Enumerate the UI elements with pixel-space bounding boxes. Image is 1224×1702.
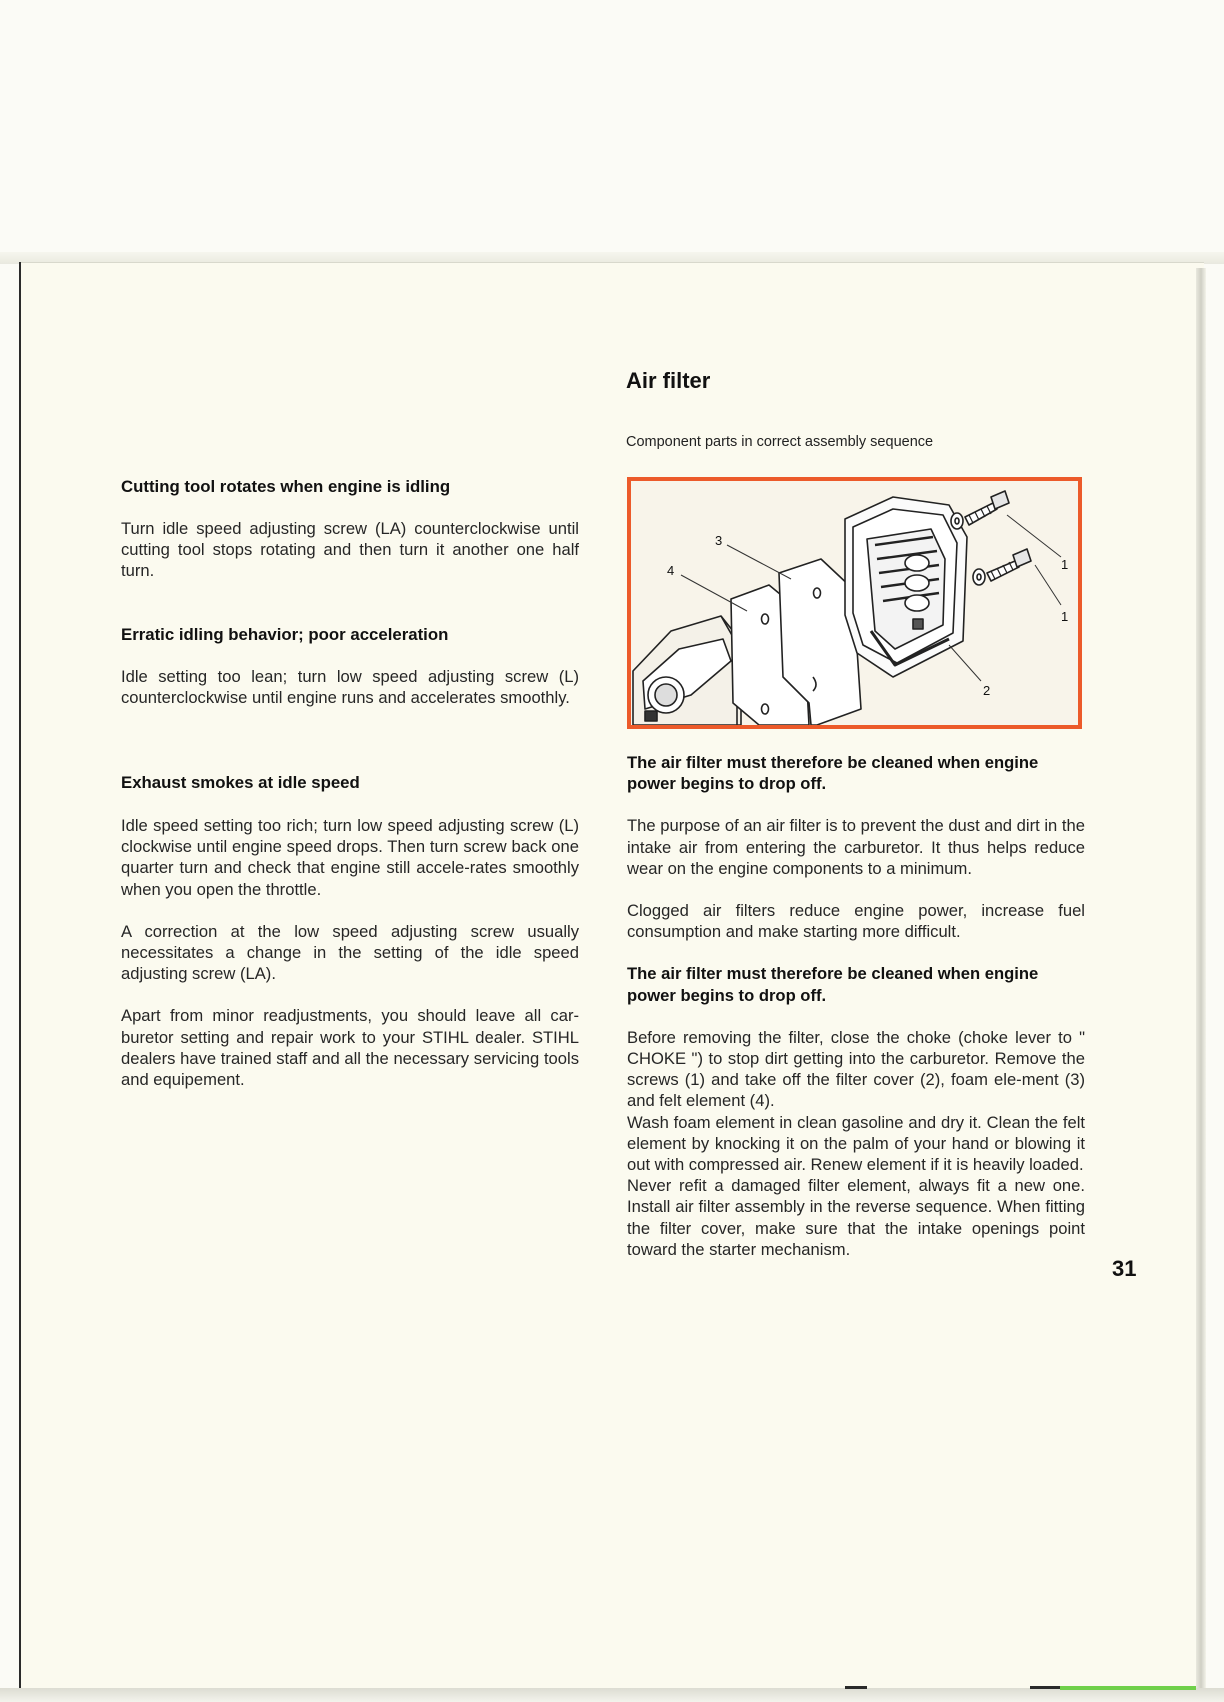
page-title: Air filter — [626, 368, 711, 393]
bold-note: The air filter must therefore be cleaned when engine power begins to drop off. — [627, 753, 1039, 794]
section-paragraph: A correction at the low speed adjusting screw usually necessitates a change in the setting of the idle speed adjusting screw (LA). — [121, 921, 579, 984]
right-text-block — [627, 752, 1085, 1260]
body-paragraph: Clogged air filters reduce engine power, increase fuel consumption and make starting more difficult. — [627, 901, 1085, 942]
section-heading: Exhaust smokes at idle speed — [121, 773, 360, 792]
edge-mark — [1030, 1686, 1060, 1689]
section-heading: Erratic idling behavior; poor acceleration — [121, 625, 449, 644]
section-exhaust-smokes — [121, 773, 579, 1090]
figure-caption: Component parts in correct assembly sequence — [626, 434, 934, 450]
body-paragraph: Before removing the filter, close the choke (choke lever to " CHOKE ") to stop dirt getting into the carburetor. Remove the screws (1) and take off the filter cover (2), foam ele-ment (3) and felt element (4). — [627, 1027, 1085, 1111]
label-felt-element: 4 — [667, 563, 675, 578]
section-erratic-idling — [121, 625, 579, 708]
label-screw: 1 — [1061, 609, 1069, 624]
section-heading: Cutting tool rotates when engine is idling — [121, 477, 451, 496]
section-paragraph: Idle speed setting too rich; turn low speed adjusting screw (L) clockwise until engine speed drops. Then turn screw back one quarter turn and check that engine still accele-rates smoothly when you open the throttle. — [121, 816, 579, 899]
green-page-strip — [1060, 1686, 1196, 1690]
section-cutting-tool — [121, 477, 579, 582]
screw-1a — [965, 503, 997, 525]
body-paragraph: Wash foam element in clean gasoline and dry it. Clean the felt element by knocking it on the palm of your hand or blowing it out with compressed air. Renew element if it is heavily loaded. — [627, 1112, 1085, 1175]
bold-note: The air filter must therefore be cleaned when engine power begins to drop off. — [627, 964, 1039, 1005]
edge-mark — [845, 1686, 867, 1689]
label-filter-cover: 2 — [983, 683, 991, 698]
screw-1b — [987, 561, 1019, 581]
label-screw: 1 — [1061, 557, 1069, 572]
air-filter-exploded-diagram — [627, 477, 1082, 729]
section-paragraph: Apart from minor readjustments, you should leave all car-buretor setting and repair work to your STIHL dealer. STIHL dealers have trained staff and all the necessary servicing tools and equipement. — [121, 1006, 579, 1090]
page-stack-edge — [1196, 268, 1206, 1688]
body-paragraph: The purpose of an air filter is to prevent the dust and dirt in the intake air from entering the carburetor. It thus helps reduce wear on the engine components to a minimum. — [627, 816, 1085, 878]
air-filter-illustration — [631, 481, 1078, 725]
section-paragraph: Turn idle speed adjusting screw (LA) counterclockwise until cutting tool stops rotating and then turn it another one half turn. — [121, 519, 579, 581]
section-paragraph: Idle setting too lean; turn low speed adjusting screw (L) counterclockwise until engine runs and accelerates smoothly. — [121, 667, 579, 708]
page-bottom-edge — [0, 1688, 1224, 1702]
page-number: 31 — [1112, 1256, 1137, 1281]
body-paragraph: Never refit a damaged filter element, always fit a new one. Install air filter assembly in the reverse sequence. When fitting the filter cover, make sure that the intake openings point toward the starter mechanism. — [627, 1176, 1085, 1259]
binding-edge — [19, 262, 21, 1692]
label-foam-element: 3 — [715, 533, 723, 548]
